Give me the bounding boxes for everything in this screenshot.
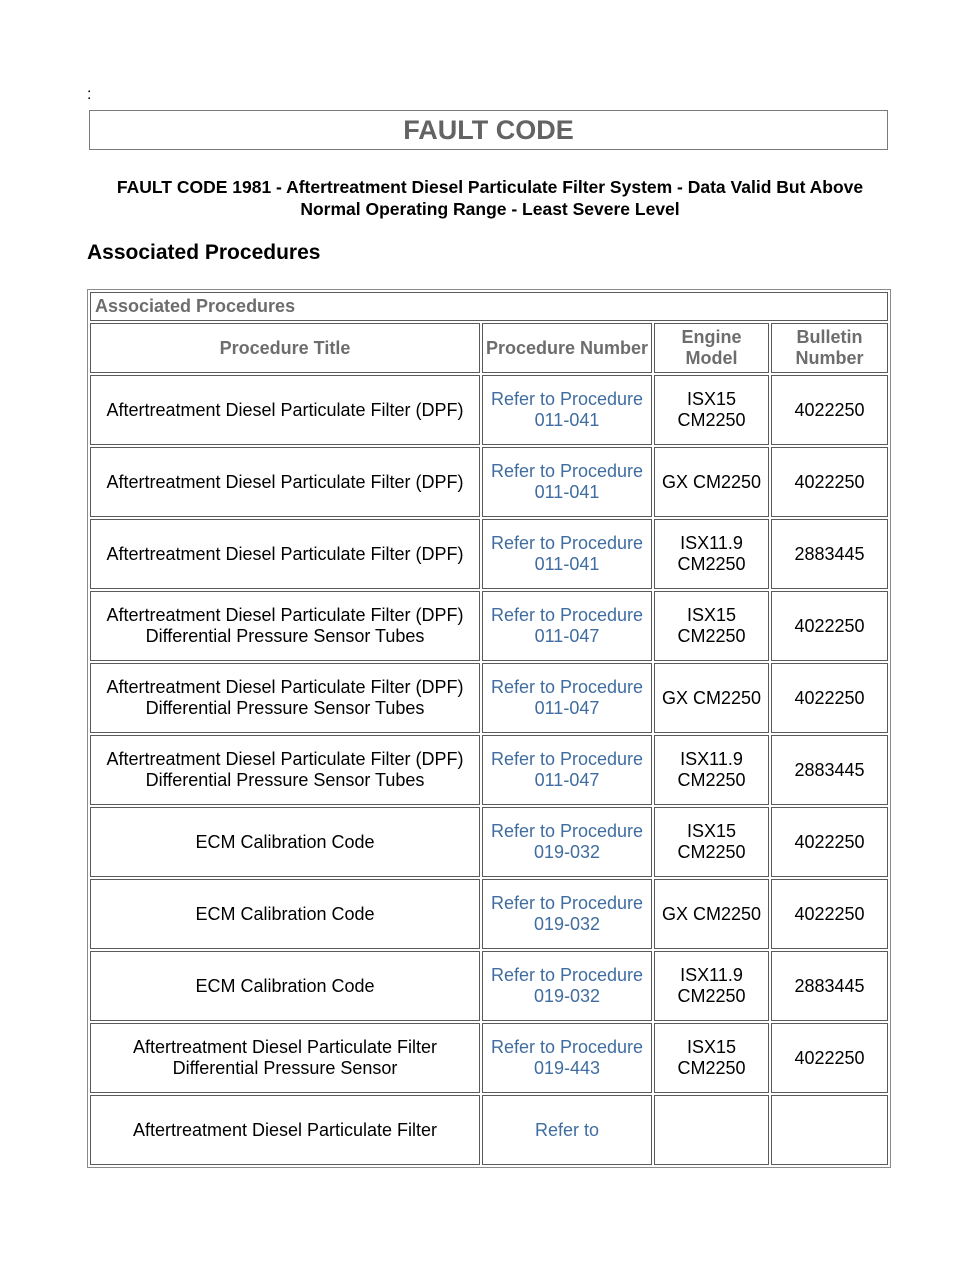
- table-row: [90, 807, 888, 877]
- bulletin-number-cell: 4022250: [771, 879, 888, 949]
- procedures-table-container: [87, 289, 893, 1179]
- procedure-title-cell: Aftertreatment Diesel Particulate Filter (DPF): [90, 375, 480, 445]
- table-caption: Associated Procedures: [90, 292, 888, 321]
- table-row: [90, 375, 888, 445]
- procedure-number-link[interactable]: Refer to Procedure 011-041: [482, 447, 652, 517]
- procedure-number-link[interactable]: Refer to Procedure 011-047: [482, 663, 652, 733]
- bulletin-number-cell: 2883445: [771, 951, 888, 1021]
- header-procedure-title: Procedure Title: [90, 323, 480, 373]
- procedure-number-link[interactable]: Refer to Procedure 011-041: [482, 375, 652, 445]
- engine-model-cell: ISX15 CM2250: [654, 375, 769, 445]
- procedure-number-link[interactable]: Refer to Procedure 019-032: [482, 879, 652, 949]
- table-row: [90, 663, 888, 733]
- table-caption-row: [90, 292, 888, 321]
- table-row: [90, 519, 888, 589]
- header-engine-model: Engine Model: [654, 323, 769, 373]
- bulletin-number-cell: 4022250: [771, 807, 888, 877]
- procedure-title-cell: ECM Calibration Code: [90, 879, 480, 949]
- procedure-number-link[interactable]: Refer to Procedure 019-032: [482, 951, 652, 1021]
- table-header-row: [90, 323, 888, 373]
- procedure-title-cell: Aftertreatment Diesel Particulate Filter (DPF) Differential Pressure Sensor Tubes: [90, 591, 480, 661]
- table-row: [90, 1095, 888, 1165]
- engine-model-cell: GX CM2250: [654, 663, 769, 733]
- fault-code-banner: FAULT CODE: [89, 110, 888, 150]
- table-row: [90, 735, 888, 805]
- procedures-table: [87, 289, 891, 1168]
- engine-model-cell: GX CM2250: [654, 447, 769, 517]
- procedure-title-cell: Aftertreatment Diesel Particulate Filter: [90, 1095, 480, 1165]
- bulletin-number-cell: [771, 1095, 888, 1165]
- bulletin-number-cell: 4022250: [771, 447, 888, 517]
- procedure-number-link[interactable]: Refer to: [482, 1095, 652, 1165]
- bulletin-number-cell: 4022250: [771, 591, 888, 661]
- bulletin-number-cell: 4022250: [771, 663, 888, 733]
- table-row: [90, 591, 888, 661]
- table-row: [90, 1023, 888, 1093]
- header-bulletin-number: Bulletin Number: [771, 323, 888, 373]
- engine-model-cell: ISX11.9 CM2250: [654, 735, 769, 805]
- bulletin-number-cell: 2883445: [771, 735, 888, 805]
- engine-model-cell: [654, 1095, 769, 1165]
- table-row: [90, 447, 888, 517]
- procedure-number-link[interactable]: Refer to Procedure 011-041: [482, 519, 652, 589]
- procedure-number-link[interactable]: Refer to Procedure 011-047: [482, 735, 652, 805]
- header-procedure-number: Procedure Number: [482, 323, 652, 373]
- bulletin-number-cell: 4022250: [771, 1023, 888, 1093]
- procedure-title-cell: Aftertreatment Diesel Particulate Filter (DPF): [90, 447, 480, 517]
- procedure-title-cell: Aftertreatment Diesel Particulate Filter (DPF) Differential Pressure Sensor Tubes: [90, 735, 480, 805]
- engine-model-cell: ISX11.9 CM2250: [654, 951, 769, 1021]
- engine-model-cell: ISX11.9 CM2250: [654, 519, 769, 589]
- bulletin-number-cell: 4022250: [771, 375, 888, 445]
- procedure-number-link[interactable]: Refer to Procedure 019-443: [482, 1023, 652, 1093]
- procedure-title-cell: Aftertreatment Diesel Particulate Filter (DPF): [90, 519, 480, 589]
- engine-model-cell: ISX15 CM2250: [654, 807, 769, 877]
- section-heading: Associated Procedures: [87, 241, 321, 264]
- table-row: [90, 879, 888, 949]
- procedure-number-link[interactable]: Refer to Procedure 019-032: [482, 807, 652, 877]
- engine-model-cell: GX CM2250: [654, 879, 769, 949]
- engine-model-cell: ISX15 CM2250: [654, 591, 769, 661]
- procedure-title-cell: ECM Calibration Code: [90, 807, 480, 877]
- procedure-title-cell: Aftertreatment Diesel Particulate Filter (DPF) Differential Pressure Sensor Tubes: [90, 663, 480, 733]
- procedure-number-link[interactable]: Refer to Procedure 011-047: [482, 591, 652, 661]
- table-row: [90, 951, 888, 1021]
- procedure-title-cell: ECM Calibration Code: [90, 951, 480, 1021]
- page-marker: :: [87, 86, 92, 103]
- engine-model-cell: ISX15 CM2250: [654, 1023, 769, 1093]
- bulletin-number-cell: 2883445: [771, 519, 888, 589]
- fault-code-title: FAULT CODE 1981 - Aftertreatment Diesel Particulate Filter System - Data Valid But Above Normal Operating Range - Least Severe Level: [116, 177, 864, 219]
- procedure-title-cell: Aftertreatment Diesel Particulate Filter Differential Pressure Sensor: [90, 1023, 480, 1093]
